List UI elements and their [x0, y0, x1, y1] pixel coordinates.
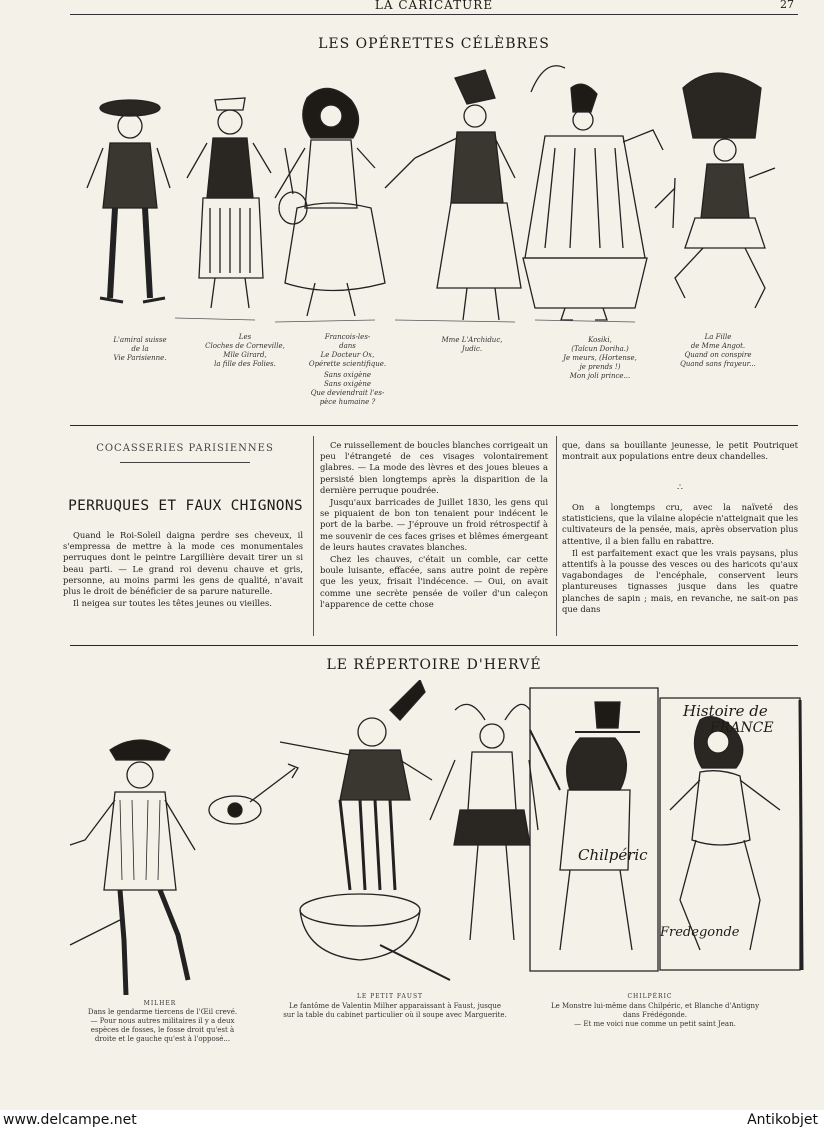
section-separator: ∴ [677, 483, 683, 493]
article-headline: PERRUQUES ET FAUX CHIGNONS [68, 498, 303, 514]
caption-milher: Dans le gendarme tiercens de l'Œil crevé. — Pour nous autres militaires il y a deux espèces de fosses, le fosse droit qu'est à droite et le gauche qu'est à l'opposé... [87, 1008, 238, 1043]
article-column-2 [320, 440, 548, 611]
article-column-3b [562, 502, 798, 616]
caption-docteur-ox: Francois-les- dans Le Docteur Ox, Opérette scientifique. Sans oxigène Sans oxigène Que deviendrait l'es- pèce humaine ? [308, 333, 387, 406]
poster-text-histoire: Histoire de [683, 702, 768, 720]
figure-eye [209, 764, 298, 824]
caption-admiral: L'amiral suisse de la Vie Parisienne. [113, 336, 167, 362]
watermark-bar [0, 1110, 824, 1131]
section-title-herve: LE RÉPERTOIRE D'HERVÉ [326, 657, 542, 673]
label-petit-faust: LE PETIT FAUST [356, 993, 424, 1000]
caption-chilperic: Le Monstre lui-même dans Chilpéric, et Blanche d'Antigny dans Frédégonde. — Et me voici nue comme un petit saint Jean. [550, 1002, 760, 1028]
poster-text-chilperic: Chilpéric [578, 846, 648, 864]
article-paragraph: Chez les chauves, c'était un comble, car cette boule luisante, effacée, sans autre point de repère que les yeux, frisait l'indécence. — Oui, on avait comme une secrète pensée de voiler d'un caleçon l'apparence de cette chose [320, 554, 548, 609]
article-paragraph: Quand le Roi-Soleil daigna perdre ses cheveux, il s'empressa de mettre à la mode ces monumentales perruques dont le peintre Largillière devait tirer un si beau parti. — Le grand roi devenu chauve et gris, personne, au moins parmi les gens de qualité, n'avait plus le droit de bénéficier de sa parure naturelle. [63, 530, 303, 597]
caption-petit-faust: Le fantôme de Valentin Milher apparaissant à Faust, jusque sur la table du cabinet particulier où il soupe avec Marguerite. [283, 1002, 507, 1019]
poster-text-france: FRANCE [710, 720, 774, 736]
watermark-left: www.delcampe.net [3, 1112, 137, 1128]
page-number: 27 [780, 0, 794, 11]
article-paragraph: On a longtemps cru, avec la naïveté des statisticiens, que la vilaine alopécie n'atteignait que les cultivateurs de la pensée, mais, après observation plus attentive, il a bien fallu en rabattre. [562, 502, 798, 546]
label-chilperic: CHILPÉRIC [627, 993, 673, 1000]
divider-bottom [70, 645, 798, 646]
article-column-3 [562, 440, 798, 463]
figure-angot [655, 73, 775, 308]
article-kicker: COCASSERIES PARISIENNES [96, 443, 274, 454]
kicker-rule [120, 462, 250, 463]
caption-angot: La Fille de Mme Angot. Quand on conspire Quand sans frayeur... [680, 333, 756, 368]
figure-docteur-ox [275, 88, 385, 316]
figure-marguerite [430, 704, 538, 940]
figure-fredegonde [670, 717, 780, 950]
figure-gendarme [70, 740, 195, 995]
caption-kosiki: Kosiki, (Taïcun Doriha.) Je meurs, (Hortense, je prends !) Mon joli prince... [563, 336, 637, 380]
operettes-illustration [75, 58, 795, 333]
figure-valentin [280, 680, 450, 980]
article-paragraph: Jusqu'aux barricades de Juillet 1830, les gens qui se piquaient de bon ton tenaient pour indécent le port de la barbe. — J'éprouve un froid rétrospectif à me souvenir de ces faces grises et blêmes émergeant de leurs hautes cravates blanches. [320, 497, 548, 552]
herve-illustration [60, 680, 805, 995]
poster-text-fredegonde: Fredegonde [660, 925, 740, 940]
caption-corneville: Les Cloches de Corneville, Mlle Girard, la fille des Folies. [205, 333, 285, 368]
figure-archiduc [385, 70, 521, 320]
caption-archiduc: Mme L'Archiduc, Judic. [441, 336, 503, 353]
article-paragraph: Il est parfaitement exact que les vrais paysans, plus attentifs à la pousse des vesces ou des haricots qu'aux vagabondages de l'encéphale, conservent leurs plantureuses tignasses jusque dans les quatre planches de sapin ; mais, en revanche, ne sait-on pas que dans [562, 547, 798, 614]
article-paragraph: Ce ruissellement de boucles blanches corrigeait un peu l'étrangeté de ces visages volontairement glabres. — La mode des lèvres et des joues bleues a persisté bien longtemps après la disparition de la dernière perruque poudrée. [320, 440, 548, 495]
page-header [70, 0, 798, 15]
section-title-operettes: LES OPÉRETTES CÉLÈBRES [318, 36, 550, 52]
divider-top [70, 425, 798, 426]
watermark-right: Antikobjet [747, 1112, 818, 1128]
column-rule-1 [313, 436, 314, 636]
article-paragraph: que, dans sa bouillante jeunesse, le petit Poutriquet montrait aux populations entre deux chandelles. [562, 440, 798, 462]
article-column-1 [63, 530, 303, 610]
figure-corneville [187, 98, 271, 308]
figure-chilperic [530, 702, 640, 950]
column-rule-2 [556, 436, 557, 636]
masthead-title: LA CARICATURE [374, 0, 494, 12]
article-paragraph: Il neigea sur toutes les têtes jeunes ou vieilles. [73, 598, 272, 609]
label-milher: MILHER [143, 1000, 177, 1007]
figure-kosiki [523, 66, 663, 320]
figure-admiral [87, 100, 170, 302]
poster-chilperic-frame [530, 688, 658, 971]
